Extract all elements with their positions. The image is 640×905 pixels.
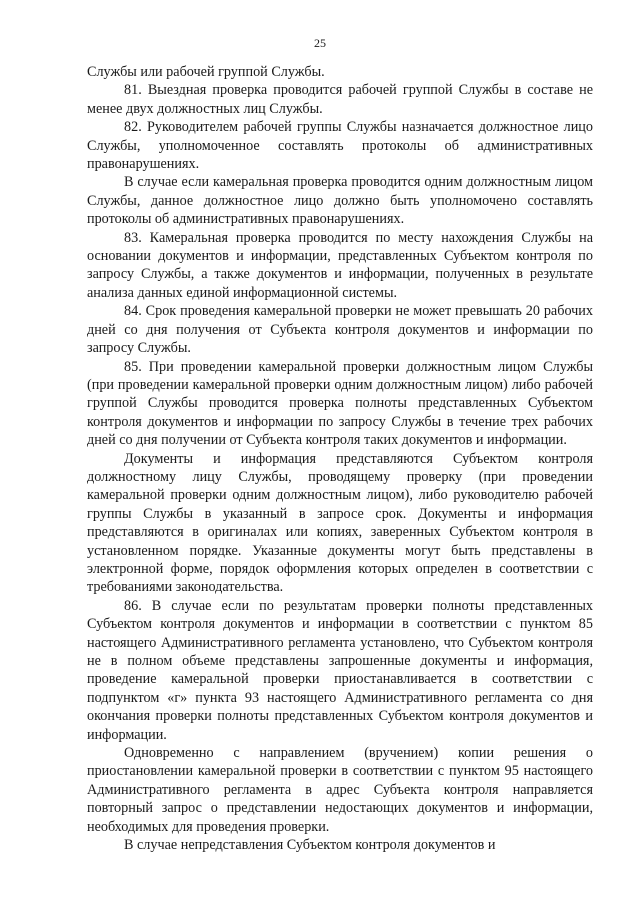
paragraph-continuation: Службы или рабочей группой Службы. [87, 64, 325, 80]
paragraph-81: 81. Выездная проверка проводится рабочей группой Службы в составе не менее двух должностных лиц Службы. [87, 82, 593, 117]
paragraph-82-single-official: В случае если камеральная проверка проводится одним должностным лицом Службы, данное должностное лицо должно быть уполномочено составлять протоколы об административных правонарушениях. [87, 174, 593, 228]
document-body [87, 63, 593, 854]
paragraph-86-nonsubmission: В случае непредставления Субъектом контроля документов и [124, 837, 496, 854]
paragraph-85-documents: Документы и информация представляются Субъектом контроля должностному лицу Службы, проводящему проверку (при проведении камеральной проверки одним должностным лицом), либо руководителю рабочей группы Службы в указанный в запросе срок. Документы и информация представляются в оригиналах или копиях, заверенных Субъектом контроля в установленном порядке. Указанные документы могут быть представлены в электронной форме, порядок оформления которых определен в соответствии с требованиями законодательства. [87, 450, 593, 596]
paragraph-86: 86. В случае если по результатам проверки полноты представленных Субъектом контроля документов и информации в соответствии с пунктом 85 настоящего Административного регламента установлено, что Субъектом контроля не в полном объеме представлены запрошенные документы и информация, проведение камеральной проверки приостанавливается в соответствии с подпунктом «г» пункта 93 настоящего Административного регламента со дня окончания проверки полноты представленных Субъектом контроля документов и информации. [87, 597, 593, 743]
paragraph-86-repeat-request: Одновременно с направлением (вручением) копии решения о приостановлении камеральной проверки в соответствии с пунктом 95 настоящего Административного регламента в адрес Субъекта контроля направляется повторный запрос о представлении недостающих документов и информации, необходимых для проведения проверки. [87, 745, 593, 835]
paragraph-82: 82. Руководителем рабочей группы Службы назначается должностное лицо Службы, уполномоченное составлять протоколы об административных правонарушениях. [87, 119, 593, 173]
page-number: 25 [314, 36, 326, 50]
paragraph-85: 85. При проведении камеральной проверки должностным лицом Службы (при проведении камеральной проверки одним должностным лицом) либо рабочей группой Службы проводится проверка полноты представленных Субъектом контроля документов и информации по запросу Службы в течение трех рабочих дней со дня получении от Субъекта контроля таких документов и информации. [87, 358, 593, 449]
paragraph-84: 84. Срок проведения камеральной проверки не может превышать 20 рабочих дней со дня получения от Субъекта контроля документов и информации по запросу Службы. [87, 303, 593, 357]
paragraph-83: 83. Камеральная проверка проводится по месту нахождения Службы на основании документов и информации, представленных Субъектом контроля по запросу Службы, а также документов и информации, полученных в результате анализа данных единой информационной системы. [87, 229, 593, 301]
